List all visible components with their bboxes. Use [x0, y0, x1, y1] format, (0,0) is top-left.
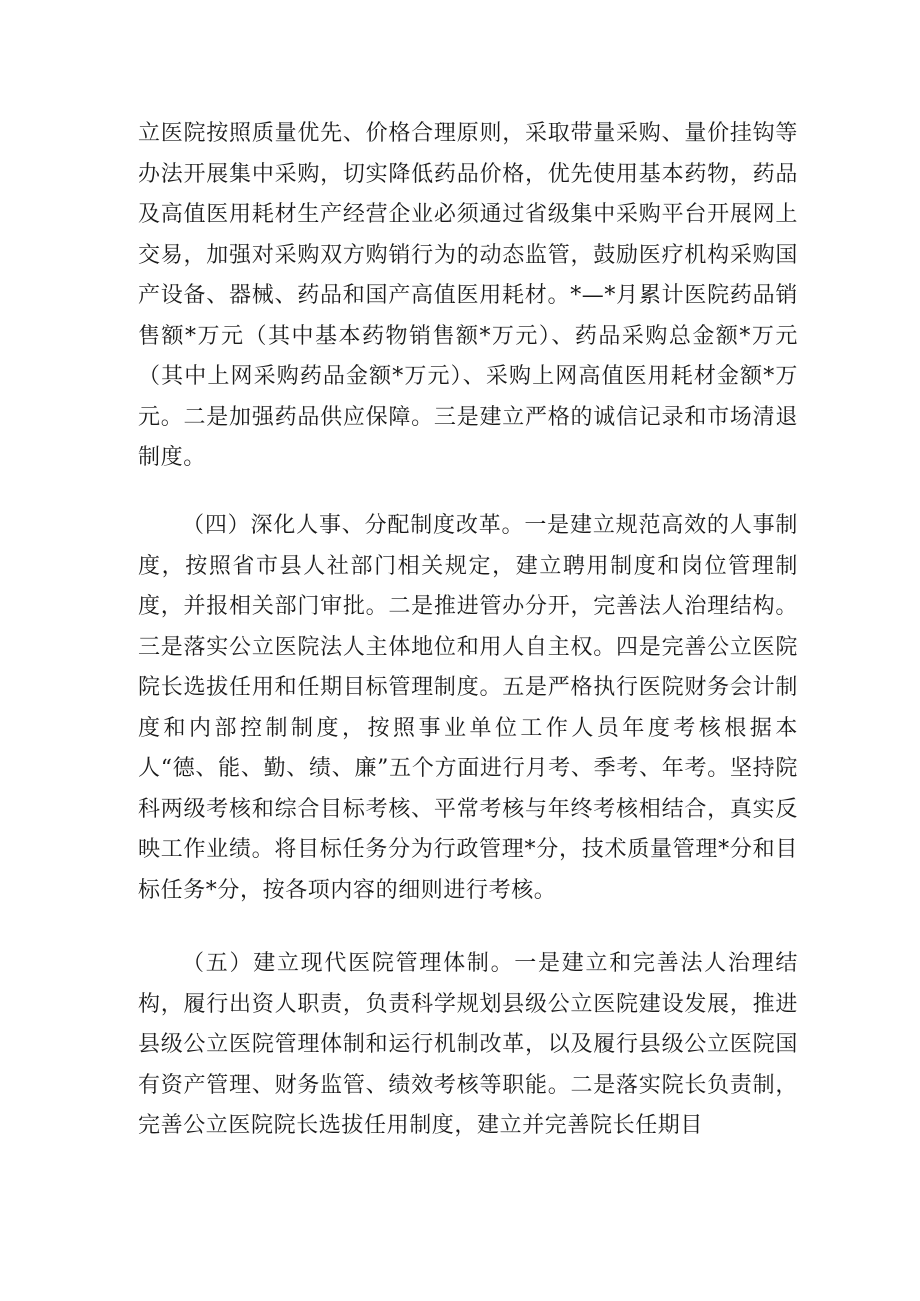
paragraph-personnel-reform: （四）深化人事、分配制度改革。一是建立规范高效的人事制度，按照省市县人社部门相关规定，建立聘用制度和岗位管理制度，并报相关部门审批。二是推进管办分开，完善法人治理结构。三是落实公立医院法人主体地位和用人自主权。四是完善公立医院院长选拔任用和任期目标管理制度。五是严格执行医院财务会计制度和内部控制制度，按照事业单位工作人员年度考核根据本人“德、能、勤、绩、廉”五个方面进行月考、季考、年考。坚持院科两级考核和综合目标考核、平常考核与年终考核相结合，真实反映工作业绩。将目标任务分为行政管理*分，技术质量管理*分和目标任务*分，按各项内容的细则进行考核。: [138, 513, 798, 903]
paragraph-hospital-management: （五）建立现代医院管理体制。一是建立和完善法人治理结构，履行出资人职责，负责科学规划县级公立医院建设发展，推进县级公立医院管理体制和运行机制改革，以及履行县级公立医院国有资产管理、财务监管、绩效考核等职能。二是落实院长负责制，完善公立医院院长选拔任用制度，建立并完善院长任期目: [138, 951, 798, 1138]
paragraph-drug-procurement: 立医院按照质量优先、价格合理原则，采取带量采购、量价挂钩等办法开展集中采购，切实降低药品价格，优先使用基本药物，药品及高值医用耗材生产经营企业必须通过省级集中采购平台开展网上交易，加强对采购双方购销行为的动态监管，鼓励医疗机构采购国产设备、器械、药品和国产高值医用耗材。*—*月累计医院药品销售额*万元（其中基本药物销售额*万元）、药品采购总金额*万元（其中上网采购药品金额*万元）、采购上网高值医用耗材金额*万元。二是加强药品供应保障。三是建立严格的诚信记录和市场清退制度。: [138, 121, 798, 470]
